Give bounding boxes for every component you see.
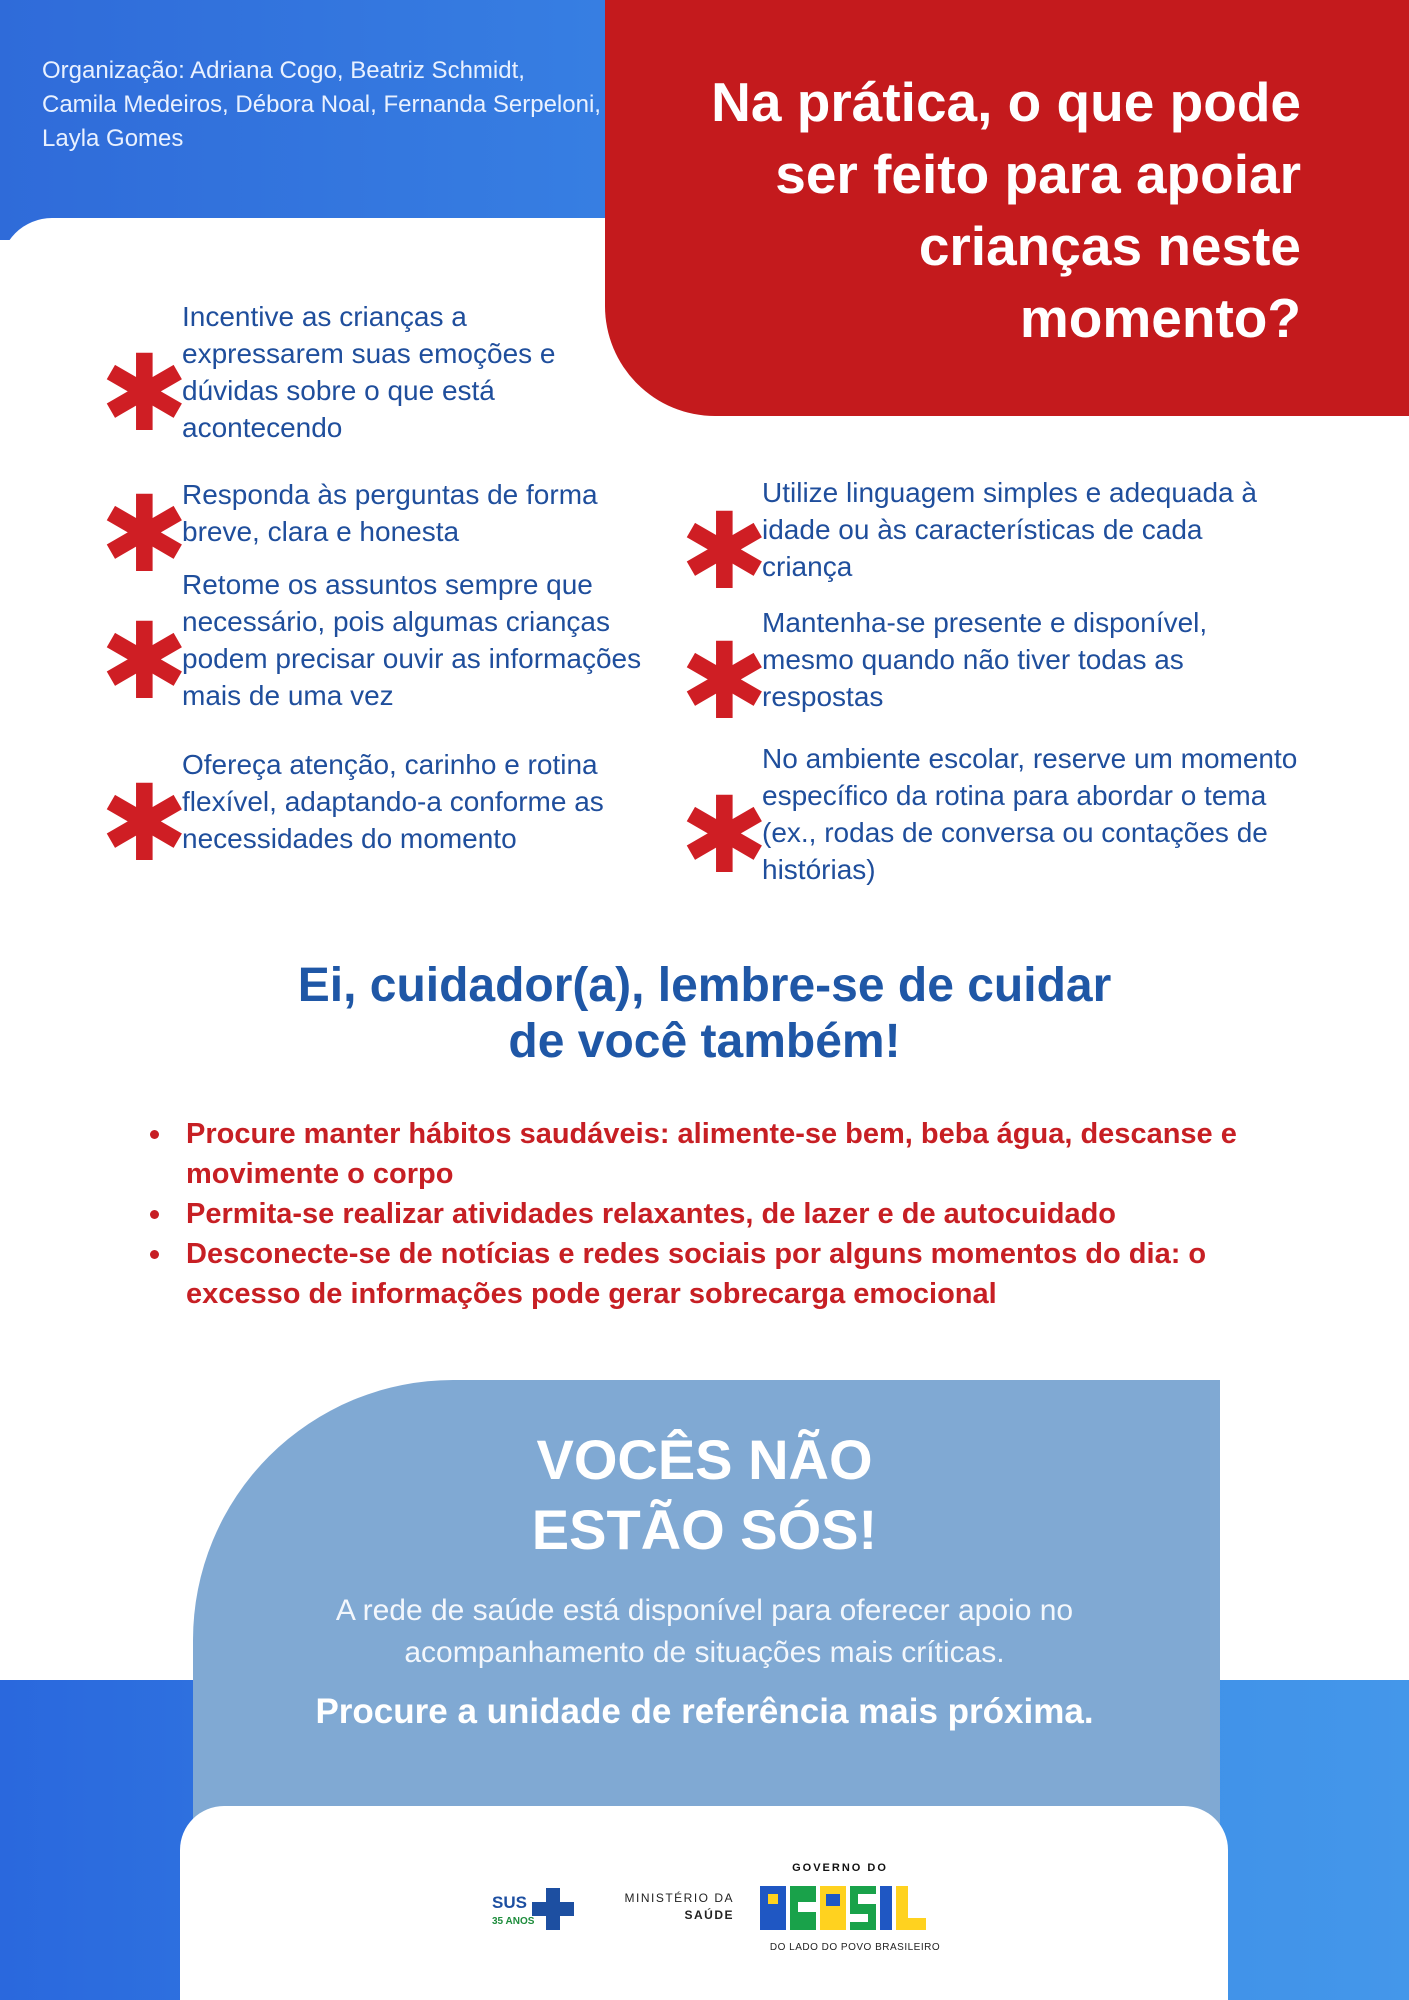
asterisk-icon: ✱ — [680, 489, 769, 613]
government-logo — [760, 1862, 950, 1958]
government-logo-top: GOVERNO DO — [792, 1862, 888, 1874]
tip-item — [680, 604, 1300, 743]
brasil-wordmark-text: BRASIL — [760, 1936, 764, 1937]
sus-years-text: 35 ANOS — [492, 1916, 535, 1927]
sus-logo-text: SUS — [492, 1893, 527, 1912]
support-heading — [0, 1425, 1409, 1565]
support-text: A rede de saúde está disponível para oferecer apoio no acompanhamento de situações mais críticas. — [335, 1594, 1074, 1669]
ministry-line-2: SAÚDE — [684, 1908, 734, 1922]
tip-text: Mantenha-se presente e disponível, mesmo quando não tiver todas as respostas — [762, 607, 1208, 712]
list-item: Procure manter hábitos saudáveis: alimente-se bem, beba água, descanse e movimente o corpo — [146, 1114, 1326, 1194]
sus-logo-icon — [492, 1882, 582, 1934]
support-heading-text: VOCÊS NÃO ESTÃO SÓS! — [531, 1428, 878, 1561]
tip-item — [680, 474, 1300, 613]
tip-text: Retome os assuntos sempre que necessário, pois algumas crianças podem precisar ouvir as informações mais de uma vez — [182, 569, 642, 711]
tip-item — [100, 746, 620, 885]
asterisk-icon: ✱ — [100, 332, 189, 455]
support-text-wrap — [0, 1590, 1409, 1674]
tip-item — [100, 298, 620, 455]
list-item: Permita-se realizar atividades relaxantes, de lazer e de autocuidado — [146, 1194, 1326, 1234]
caregiver-heading-text: Ei, cuidador(a), lembre-se de cuidar de você também! — [297, 959, 1112, 1068]
tip-item — [100, 566, 660, 723]
tip-text: Ofereça atenção, carinho e rotina flexível, adaptando-a conforme as necessidades do momento — [182, 749, 604, 854]
title-banner — [605, 0, 1409, 416]
caregiver-heading — [0, 958, 1409, 1070]
brasil-wordmark-icon — [760, 1880, 950, 1938]
tip-text: Incentive as crianças a expressarem suas emoções e dúvidas sobre o que está acontecendo — [182, 301, 556, 443]
support-call-to-action: Procure a unidade de referência mais próxima. — [315, 1692, 1094, 1731]
asterisk-icon: ✱ — [100, 473, 189, 596]
caregiver-list — [146, 1114, 1326, 1314]
asterisk-icon: ✱ — [100, 761, 189, 885]
ministry-logo — [604, 1890, 734, 1924]
organization-credits: Organização: Adriana Cogo, Beatriz Schmidt, Camila Medeiros, Débora Noal, Fernanda Serpeloni, Layla Gomes — [42, 57, 601, 152]
asterisk-icon: ✱ — [100, 600, 189, 723]
tip-text: Utilize linguagem simples e adequada à idade ou às características de cada criança — [762, 477, 1257, 582]
tip-text: No ambiente escolar, reserve um momento específico da rotina para abordar o tema (ex., rodas de conversa ou contações de histórias) — [762, 743, 1298, 885]
page-title: Na prática, o que pode ser feito para apoiar crianças neste momento? — [711, 71, 1301, 349]
tip-item — [100, 464, 620, 596]
government-logo-tagline: DO LADO DO POVO BRASILEIRO — [769, 1942, 941, 1953]
asterisk-icon: ✱ — [680, 774, 769, 897]
list-item: Desconecte-se de notícias e redes sociais por alguns momentos do dia: o excesso de informações pode gerar sobrecarga emocional — [146, 1234, 1326, 1314]
ministry-line-1: MINISTÉRIO DA — [624, 1891, 734, 1905]
tip-item — [680, 740, 1300, 897]
asterisk-icon: ✱ — [680, 619, 769, 743]
tip-text: Responda às perguntas de forma breve, clara e honesta — [182, 479, 598, 547]
